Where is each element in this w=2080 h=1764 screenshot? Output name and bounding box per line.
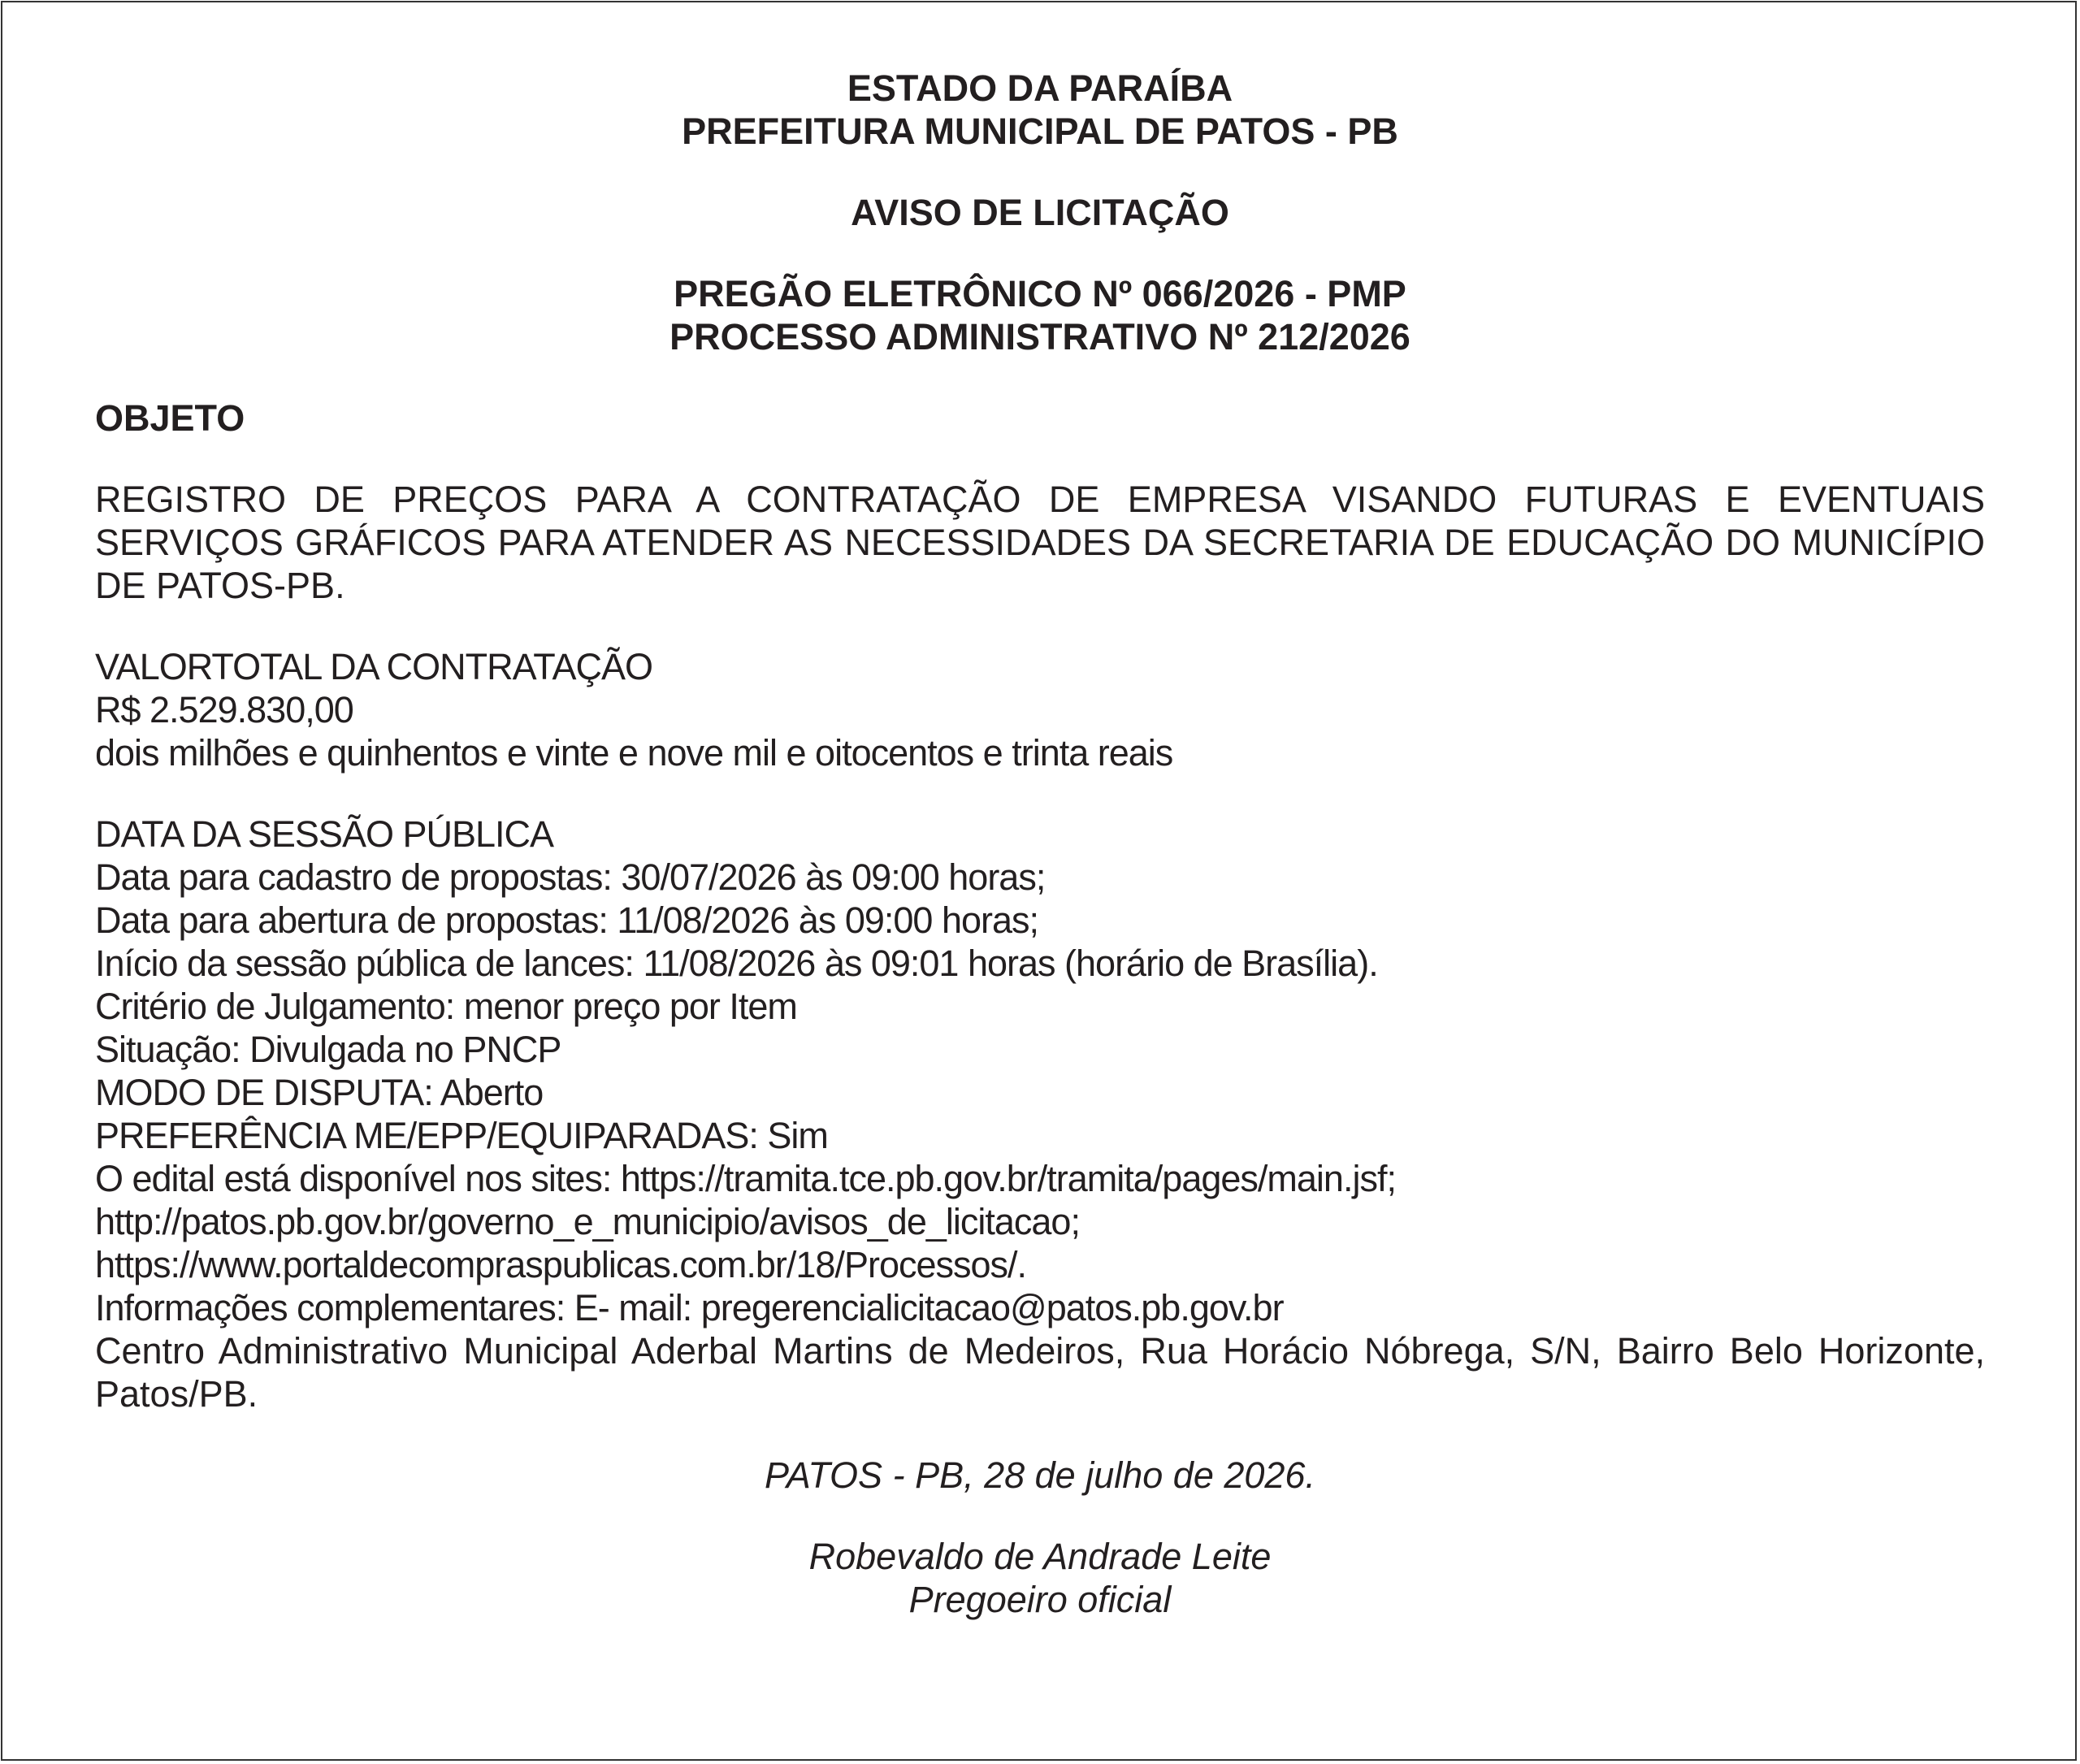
- value-section: [95, 645, 1985, 774]
- signer-role: Pregoeiro oficial: [908, 1579, 1172, 1620]
- place-date: PATOS - PB, 28 de julho de 2026.: [765, 1454, 1315, 1496]
- session-section: [95, 813, 1985, 1415]
- value-heading: VALORTOTAL DA CONTRATAÇÃO: [95, 646, 652, 687]
- object-section: [95, 397, 1985, 607]
- session-line: Data para abertura de propostas: 11/08/2026 às 09:00 horas;: [95, 899, 1039, 941]
- session-line: Critério de Julgamento: menor preço por Item: [95, 986, 797, 1027]
- header: [95, 67, 1985, 358]
- session-line: PREFERÊNCIA ME/EPP/EQUIPARADAS: Sim: [95, 1115, 828, 1156]
- value-amount: R$ 2.529.830,00: [95, 689, 353, 730]
- process-number: PROCESSO ADMINISTRATIVO Nº 212/2026: [670, 316, 1410, 358]
- object-text: REGISTRO DE PREÇOS PARA A CONTRATAÇÃO DE EMPRESA VISANDO FUTURAS E EVENTUAIS SERVIÇOS GRÁFICOS PARA ATENDER AS NECESSIDADES DA SECRETARIA DE EDUCAÇÃO DO MUNICÍPIO DE PATOS-PB.: [95, 479, 1985, 606]
- session-line: Situação: Divulgada no PNCP: [95, 1029, 561, 1070]
- address: Centro Administrativo Municipal Aderbal Martins de Medeiros, Rua Horácio Nóbrega, S/N, Bairro Belo Horizonte, Patos/PB.: [95, 1330, 1985, 1415]
- auction-number: PREGÃO ELETRÔNICO Nº 066/2026 - PMP: [674, 273, 1406, 314]
- session-line: MODO DE DISPUTA: Aberto: [95, 1072, 544, 1113]
- state-name: ESTADO DA PARAÍBA: [847, 67, 1233, 109]
- session-line: Informações complementares: E- mail: pregerencialicitacao@patos.pb.gov.br: [95, 1287, 1284, 1328]
- signer-name: Robevaldo de Andrade Leite: [808, 1536, 1272, 1577]
- session-line: O edital está disponível nos sites: https://tramita.tce.pb.gov.br/tramita/pages/main.jsf;: [95, 1158, 1396, 1199]
- footer: [95, 1454, 1985, 1621]
- object-heading: OBJETO: [95, 397, 245, 439]
- bid-notice-document: [95, 67, 1985, 1621]
- session-line: http://patos.pb.gov.br/governo_e_municipio/avisos_de_licitacao;: [95, 1201, 1080, 1242]
- city-hall-name: PREFEITURA MUNICIPAL DE PATOS - PB: [682, 111, 1398, 152]
- session-line: Data para cadastro de propostas: 30/07/2026 às 09:00 horas;: [95, 856, 1046, 898]
- session-line: Início da sessão pública de lances: 11/08/2026 às 09:01 horas (horário de Brasília).: [95, 943, 1378, 984]
- session-heading: DATA DA SESSÃO PÚBLICA: [95, 813, 554, 855]
- value-amount-words: dois milhões e quinhentos e vinte e nove mil e oitocentos e trinta reais: [95, 732, 1173, 774]
- notice-title: AVISO DE LICITAÇÃO: [851, 192, 1229, 233]
- session-line: https://www.portaldecompraspublicas.com.br/18/Processos/.: [95, 1244, 1027, 1285]
